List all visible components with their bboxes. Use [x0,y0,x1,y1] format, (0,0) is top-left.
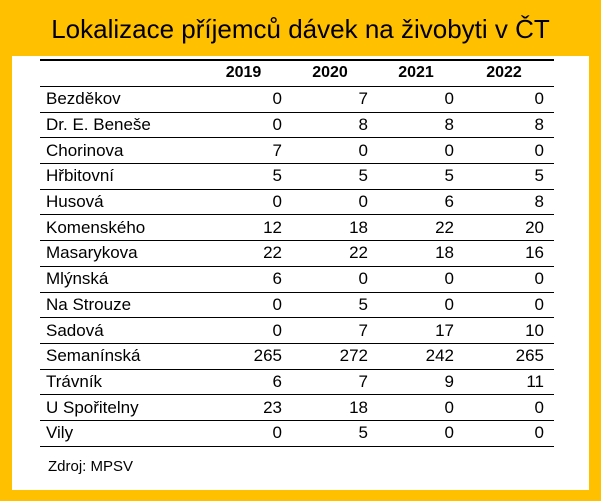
count-cell: 0 [378,138,464,164]
street-name: Masarykova [40,241,205,267]
count-cell: 0 [205,292,292,318]
count-cell: 12 [205,215,292,241]
street-name: Sadová [40,318,205,344]
header-row [40,60,554,87]
count-cell: 0 [464,395,554,421]
table-row [40,112,554,138]
table-row [40,292,554,318]
count-cell: 0 [378,420,464,446]
table-row [40,343,554,369]
table-row [40,215,554,241]
street-name: Mlýnská [40,266,205,292]
street-name: Bezděkov [40,87,205,113]
count-cell: 7 [292,318,378,344]
street-name: Semanínská [40,343,205,369]
header-year: 2020 [292,60,378,87]
table-row [40,395,554,421]
count-cell: 16 [464,241,554,267]
count-cell: 22 [292,241,378,267]
count-cell: 8 [292,112,378,138]
count-cell: 0 [292,138,378,164]
count-cell: 11 [464,369,554,395]
count-cell: 272 [292,343,378,369]
count-cell: 0 [205,420,292,446]
table-row [40,189,554,215]
count-cell: 5 [292,292,378,318]
count-cell: 20 [464,215,554,241]
count-cell: 8 [464,112,554,138]
count-cell: 0 [205,87,292,113]
header-year: 2021 [378,60,464,87]
count-cell: 5 [464,164,554,190]
table-row [40,420,554,446]
table-row [40,87,554,113]
street-name: Trávník [40,369,205,395]
count-cell: 0 [464,292,554,318]
count-cell: 0 [378,395,464,421]
count-cell: 17 [378,318,464,344]
count-cell: 8 [464,189,554,215]
street-name: Chorinova [40,138,205,164]
header-year: 2019 [205,60,292,87]
count-cell: 23 [205,395,292,421]
count-cell: 0 [292,189,378,215]
count-cell: 0 [464,138,554,164]
count-cell: 265 [464,343,554,369]
header-street [40,60,205,87]
source-note: Zdroj: MPSV [48,458,134,475]
count-cell: 5 [292,164,378,190]
count-cell: 18 [292,395,378,421]
count-cell: 6 [378,189,464,215]
table-row [40,318,554,344]
street-name: Hřbitovní [40,164,205,190]
table-row [40,138,554,164]
count-cell: 6 [205,369,292,395]
table-row [40,369,554,395]
count-cell: 0 [378,292,464,318]
count-cell: 0 [205,318,292,344]
count-cell: 9 [378,369,464,395]
count-cell: 18 [378,241,464,267]
header-year: 2022 [464,60,554,87]
count-cell: 18 [292,215,378,241]
count-cell: 0 [378,87,464,113]
table-row [40,266,554,292]
count-cell: 0 [205,189,292,215]
count-cell: 7 [205,138,292,164]
street-name: Vily [40,420,205,446]
count-cell: 0 [464,420,554,446]
count-cell: 242 [378,343,464,369]
count-cell: 10 [464,318,554,344]
count-cell: 22 [378,215,464,241]
count-cell: 0 [464,266,554,292]
count-cell: 265 [205,343,292,369]
table-row [40,164,554,190]
count-cell: 5 [292,420,378,446]
count-cell: 0 [464,87,554,113]
table-body [40,87,554,447]
count-cell: 0 [292,266,378,292]
data-table [40,60,554,447]
count-cell: 22 [205,241,292,267]
count-cell: 5 [378,164,464,190]
count-cell: 8 [378,112,464,138]
table-row [40,241,554,267]
count-cell: 7 [292,87,378,113]
street-name: Na Strouze [40,292,205,318]
count-cell: 6 [205,266,292,292]
street-name: Dr. E. Beneše [40,112,205,138]
page-title: Lokalizace příjemců dávek na živobyti v ČT [51,14,550,44]
street-name: Komenského [40,215,205,241]
count-cell: 7 [292,369,378,395]
count-cell: 5 [205,164,292,190]
street-name: U Spořitelny [40,395,205,421]
street-name: Husová [40,189,205,215]
count-cell: 0 [378,266,464,292]
count-cell: 0 [205,112,292,138]
